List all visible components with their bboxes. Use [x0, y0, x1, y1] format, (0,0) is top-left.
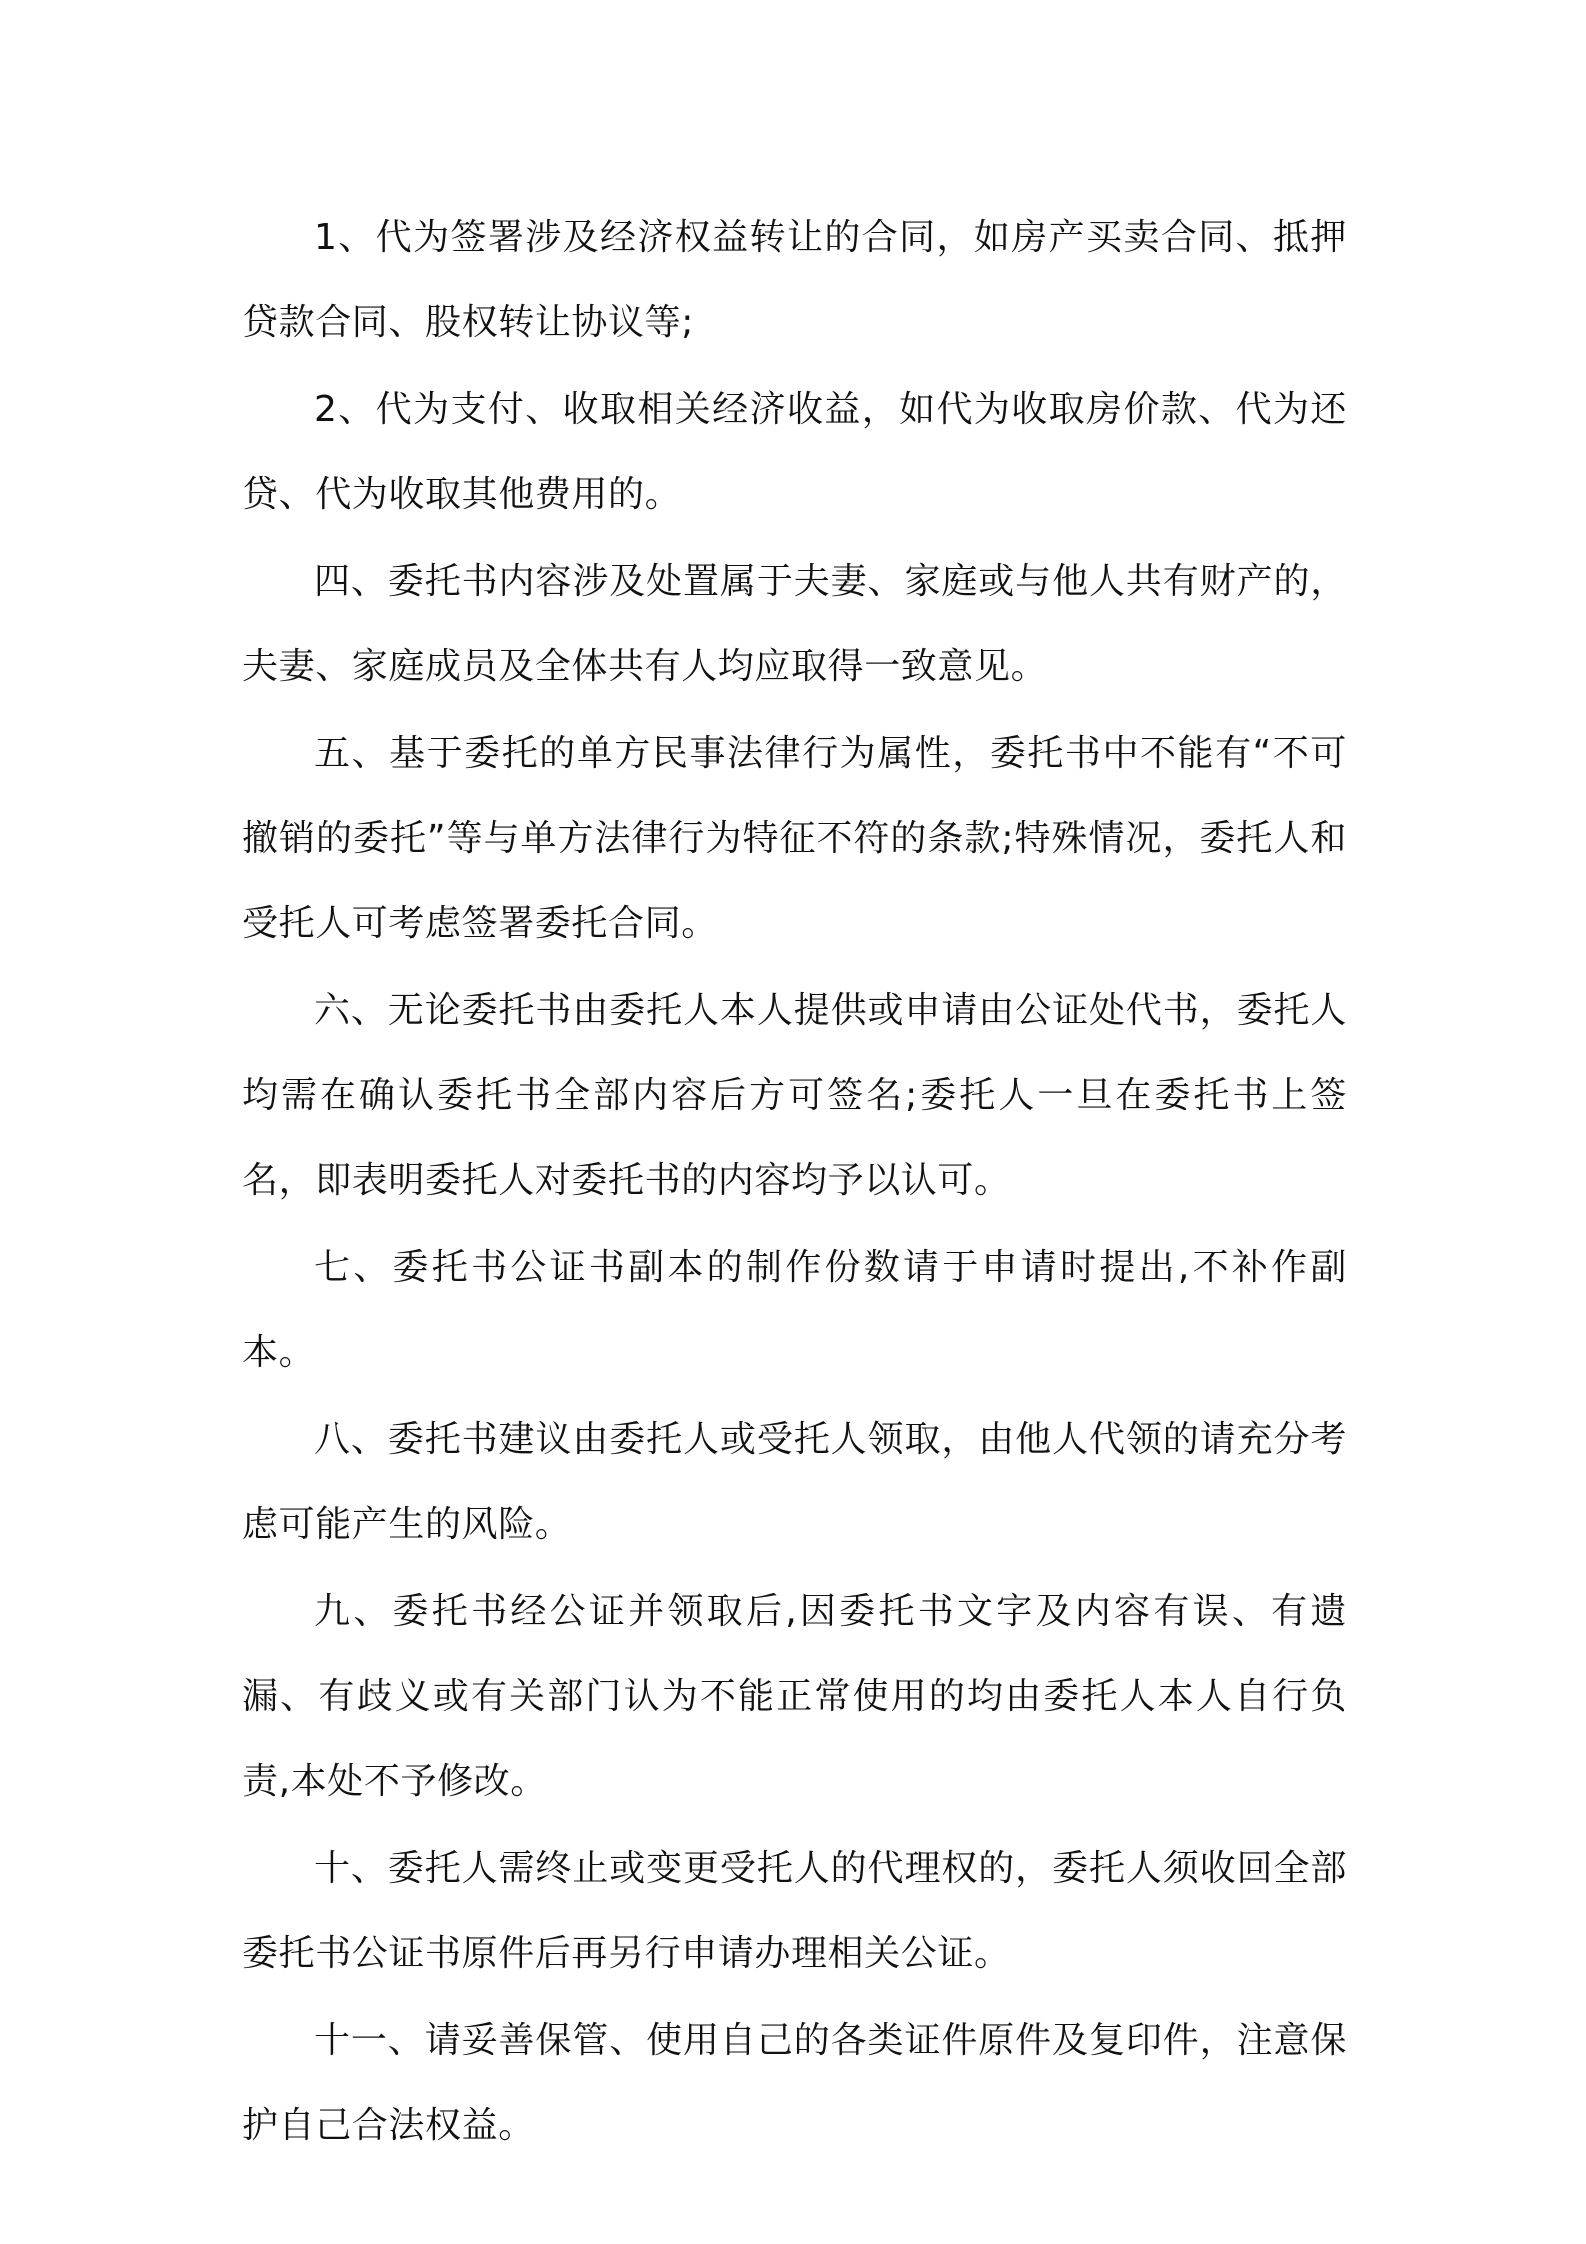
paragraph-section-5: 五、基于委托的单方民事法律行为属性，委托书中不能有“不可撤销的委托”等与单方法律行为特征不符的条款;特殊情况，委托人和受托人可考虑签署委托合同。: [242, 733, 1347, 944]
paragraph-section-11: 十一、请妥善保管、使用自己的各类证件原件及复印件，注意保护自己合法权益。: [242, 2020, 1347, 2146]
paragraph-item-1: 1、代为签署涉及经济权益转让的合同，如房产买卖合同、抵押贷款合同、股权转让协议等;: [242, 217, 1347, 343]
paragraph-section-6: 六、无论委托书由委托人本人提供或申请由公证处代书，委托人均需在确认委托书全部内容后方可签名;委托人一旦在委托书上签名，即表明委托人对委托书的内容均予以认可。: [242, 990, 1347, 1201]
paragraph-section-10: 十、委托人需终止或变更受托人的代理权的，委托人须收回全部委托书公证书原件后再另行申请办理相关公证。: [242, 1848, 1347, 1974]
paragraph-section-9: 九、委托书经公证并领取后,因委托书文字及内容有误、有遗漏、有歧义或有关部门认为不能正常使用的均由委托人本人自行负责,本处不予修改。: [242, 1591, 1347, 1802]
paragraph-item-2: 2、代为支付、收取相关经济收益，如代为收取房价款、代为还贷、代为收取其他费用的。: [242, 389, 1347, 515]
paragraph-section-8: 八、委托书建议由委托人或受托人领取，由他人代领的请充分考虑可能产生的风险。: [242, 1419, 1347, 1545]
paragraph-section-7: 七、委托书公证书副本的制作份数请于申请时提出,不补作副本。: [242, 1247, 1347, 1373]
document-body: [242, 195, 1347, 2170]
paragraph-section-4: 四、委托书内容涉及处置属于夫妻、家庭或与他人共有财产的，夫妻、家庭成员及全体共有人均应取得一致意见。: [242, 561, 1347, 687]
